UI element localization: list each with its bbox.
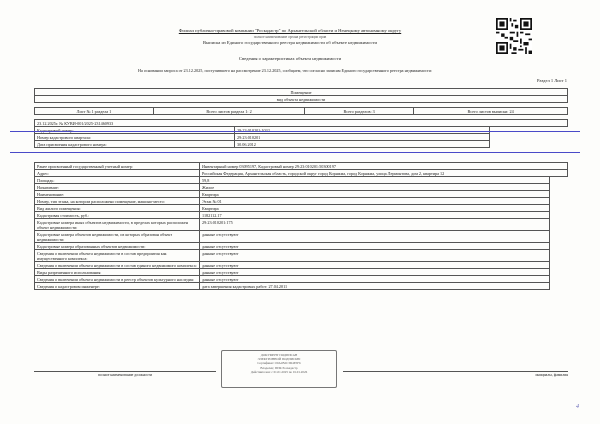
section-number: Раздел 1 Лист 1 [536, 78, 567, 83]
row-spacer [550, 276, 568, 283]
table-row [35, 276, 568, 283]
row-value: 30.06.2012 [235, 141, 490, 148]
table-row [35, 141, 568, 148]
org-name-caption: полное наименование органа регистрации прав [253, 35, 327, 39]
row-label: Вид жилого помещения: [35, 205, 200, 212]
row-label: Сведения о кадастровом инженере: [35, 283, 200, 290]
row-value: данные отсутствуют [200, 276, 550, 283]
extract-title: Выписка из Единого государственного реестра недвижимости об объекте недвижимости [203, 40, 377, 45]
stamp-line: ДОКУМЕНТ ПОДПИСАН [260, 353, 298, 357]
table-row [35, 177, 568, 184]
row-label: Виды разрешенного использования: [35, 269, 200, 276]
row-spacer [550, 198, 568, 205]
row-spacer [490, 141, 568, 148]
table-row [35, 269, 568, 276]
table-row [35, 250, 568, 262]
stamp-line: ЭЛЕКТРОННОЙ ПОДПИСЬЮ [257, 357, 301, 362]
row-spacer [550, 243, 568, 250]
qr-code-icon [496, 18, 532, 54]
row-label: Номер, тип этажа, на котором расположено помещение, машино-место: [35, 198, 200, 205]
row-value: Этаж № 01 [200, 198, 550, 205]
row-label: Кадастровые номера иных объектов недвижимости, в пределах которых расположен объект недвижимости: [35, 219, 200, 231]
row-value: данные отсутствуют [200, 269, 550, 276]
name-caption: инициалы, фамилия [343, 371, 568, 377]
row-value: 29:23:010201:175 [200, 219, 550, 231]
row-label: Сведения о включении объекта недвижимости в реестр объектов культурного наследия: [35, 276, 200, 283]
scan-line [10, 152, 580, 153]
table-row [35, 127, 568, 134]
row-value: данные отсутствуют [200, 262, 550, 269]
row-spacer [490, 127, 568, 134]
row-value: данные отсутствуют [200, 250, 550, 262]
table-row [35, 262, 568, 269]
table-row [35, 231, 568, 243]
row-label: Кадастровая стоимость, руб.: [35, 212, 200, 219]
table-row [35, 191, 568, 198]
row-spacer [550, 219, 568, 231]
row-value: Квартира [200, 191, 550, 198]
table-row [35, 163, 568, 170]
row-spacer [550, 212, 568, 219]
row-label: Кадастровый номер: [35, 127, 235, 134]
row-spacer [490, 134, 568, 141]
row-label: Дата присвоения кадастрового номера: [35, 141, 235, 148]
row-value: 59,8 [200, 177, 550, 184]
row-spacer [550, 205, 568, 212]
row-label: Ранее присвоенный государственный учетный номер: [35, 163, 200, 170]
table-row [35, 170, 568, 177]
sheet-number: Лист № 1 раздела 1 [35, 108, 154, 115]
row-label: Сведения о включении объекта недвижимости в состав единого недвижимого комплекса: [35, 262, 200, 269]
extract-sheets-total: Всего листов выписки: 24 [414, 108, 568, 115]
page-mark: 4 [576, 404, 579, 410]
table-row [35, 283, 568, 290]
row-label: Адрес: [35, 170, 200, 177]
row-value: 1182112.17 [200, 212, 550, 219]
table-row [35, 184, 568, 191]
row-spacer [550, 177, 568, 184]
row-value: 29:23:010201:1032 [235, 127, 490, 134]
table-row [35, 205, 568, 212]
stamp-line: Действителен: с 01.01.2025 по 01.01.2026 [250, 369, 308, 374]
row-spacer [550, 231, 568, 243]
org-name: Филиал публично-правовой компании "Роскадастр" по Архангельской области и Ненецкому автономному округу [178, 28, 402, 33]
row-value: Жилое [200, 184, 550, 191]
object-kind: Помещение [35, 89, 568, 96]
cadastral-table [34, 119, 568, 148]
stamp-line: Сертификат: 00A1B2C3D4E5F6 [257, 361, 301, 366]
request-statement: На основании запроса от 23.12.2025, поступившего на рассмотрение 23.12.2025, сообщаем, что согласно записям Единого государственного реестра недвижимости: [137, 68, 433, 73]
sheet-info-table [34, 107, 568, 115]
row-spacer [550, 191, 568, 198]
object-kind-table [34, 88, 568, 103]
row-spacer [550, 262, 568, 269]
row-value: 29:23:010201 [235, 134, 490, 141]
extract-date-number: 23.12.2025г. № КУВИ-001/2025-231460933 [35, 120, 568, 127]
table-row [35, 219, 568, 231]
characteristics-table [34, 162, 568, 290]
scan-line [10, 131, 580, 132]
table-row [35, 134, 568, 141]
table-row [35, 243, 568, 250]
electronic-signature-stamp [221, 350, 337, 388]
object-kind-caption: вид объекта недвижимости [35, 96, 568, 103]
row-label: Кадастровые номера объектов недвижимости, из которых образован объект недвижимости: [35, 231, 200, 243]
row-spacer [550, 250, 568, 262]
row-value: дата завершения кадастровых работ: 27.04.2011 [200, 283, 550, 290]
row-value: данные отсутствуют [200, 243, 550, 250]
row-value: Российская Федерация, Архангельская область, городской округ город Коряжма, город Коряжма, улица Лермонтова, дом 2, квартира 12 [200, 170, 568, 177]
row-value: Инвентарный номер 03095197, Кадастровый номер 29:23:010201:50300197 [200, 163, 568, 170]
stamp-line: Владелец: ППК Роскадастр [260, 365, 298, 370]
row-label: Наименование: [35, 191, 200, 198]
table-row [35, 198, 568, 205]
row-label: Площадь: [35, 177, 200, 184]
row-spacer [550, 283, 568, 290]
table-row [35, 212, 568, 219]
section-sheets-total: Всего листов раздела 1: 2 [153, 108, 304, 115]
row-value: данные отсутствуют [200, 231, 550, 243]
extract-subtitle: Сведения о характеристиках объекта недвижимости [238, 56, 342, 61]
row-label: Назначение: [35, 184, 200, 191]
row-label: Номер кадастрового квартала: [35, 134, 235, 141]
row-label: Сведения о включении объекта недвижимости в состав предприятия как имущественного комплекса: [35, 250, 200, 262]
row-label: Кадастровые номера образованных объектов недвижимости: [35, 243, 200, 250]
row-spacer [550, 269, 568, 276]
sections-total: Всего разделов: 3 [305, 108, 414, 115]
row-value: Квартира [200, 205, 550, 212]
row-spacer [550, 184, 568, 191]
position-caption: полное наименование должности [34, 371, 216, 377]
